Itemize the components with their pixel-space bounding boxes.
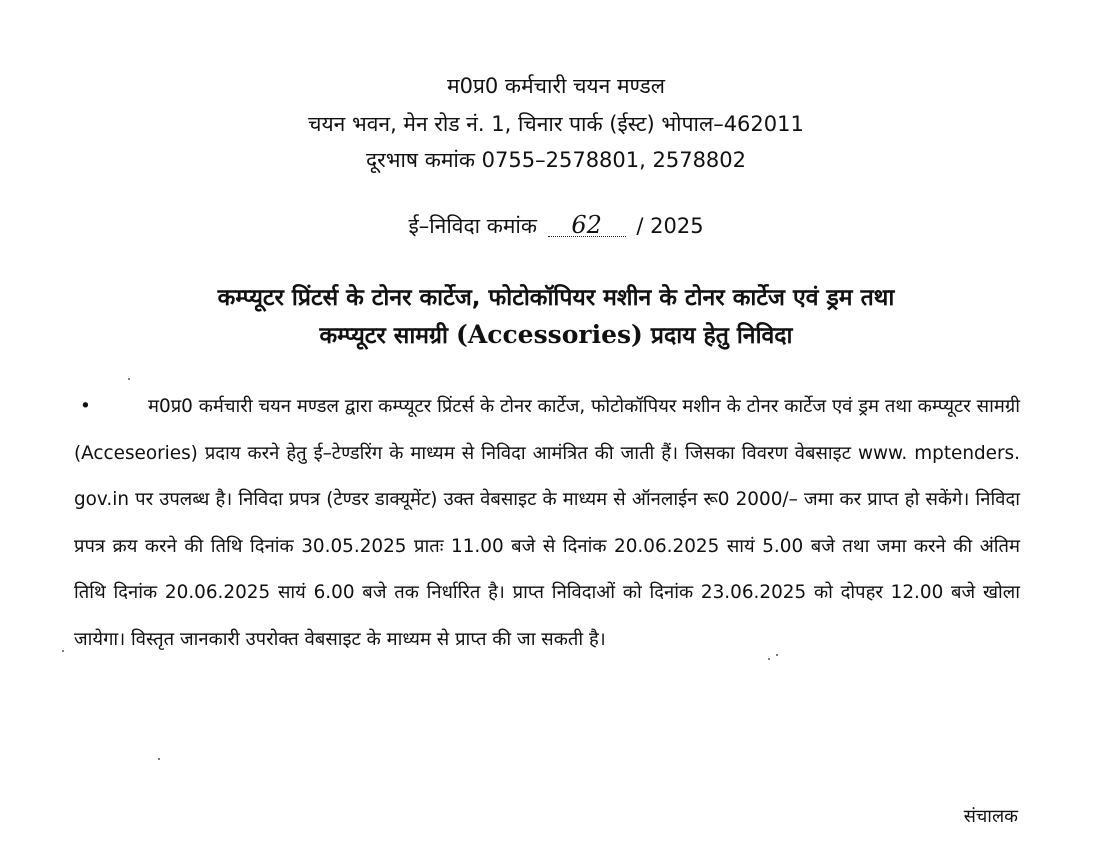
organization-address: चयन भवन, मेन रोड नं. 1, चिनार पार्क (ईस्ट) भोपाल–462011 xyxy=(308,112,804,136)
scan-speck xyxy=(776,654,778,656)
organization-phone: दूरभाष कमांक 0755–2578801, 2578802 xyxy=(365,148,747,172)
notice-paragraph: म0प्र0 कर्मचारी चयन मण्डल द्वारा कम्प्यूटर प्रिंटर्स के टोनर कार्टेज, फोटोकॉपियर मशीन के टोनर कार्टेज एवं ड्रम तथा कम्प्यूटर सामग्री (Acceseories) प्रदाय करने हेतु ई–टेण्डरिंग के माध्यम से निविदा आमंत्रित की जाती हैं। जिसका विवरण वेबसाइट www. mptenders. gov.in पर उपलब्ध है। निविदा प्रपत्र (टेण्डर डाक्यूमेंट) उक्त वेबसाइट के माध्यम से ऑनलाईन रू0 2000/– जमा कर प्राप्त हो सकेंगे। निविदा प्रपत्र क्रय करने की तिथि दिनांक 30.05.2025 प्रातः 11.00 बजे से दिनांक 20.06.2025 सायं 5.00 बजे तथा जमा करने की अंतिम तिथि दिनांक 20.06.2025 सायं 6.00 बजे तक निर्धारित है। प्राप्त निविदाओं को दिनांक 23.06.2025 को दोपहर 12.00 बजे खोला जायेगा। विस्तृत जानकारी उपरोक्त वेबसाइट के माध्यम से प्राप्त की जा सकती है। xyxy=(74,396,1020,650)
notice-title-line-2 xyxy=(0,318,1112,350)
tender-number-year: / 2025 xyxy=(636,214,704,238)
signature-designation: संचालक xyxy=(963,806,1018,827)
scan-speck xyxy=(768,658,770,660)
notice-title-accessories: (Accessories) xyxy=(456,320,643,349)
scan-speck xyxy=(128,378,130,380)
bullet-icon: • xyxy=(80,396,91,417)
notice-title-line-1: कम्प्यूटर प्रिंटर्स के टोनर कार्टेज, फोटोकॉपियर मशीन के टोनर कार्टेज एवं ड्रम तथा xyxy=(217,285,895,311)
scan-speck xyxy=(62,650,64,652)
tender-number-handwritten: 62 xyxy=(548,214,626,237)
tender-number-prefix: ई–निविदा कमांक xyxy=(408,214,537,238)
tender-number-line xyxy=(0,212,1112,240)
organization-name: म0प्र0 कर्मचारी चयन मण्डल xyxy=(447,74,665,98)
scan-speck xyxy=(158,758,160,760)
notice-title-line-2-end: प्रदाय हेतु निविदा xyxy=(650,323,793,349)
notice-body xyxy=(74,384,1020,663)
notice-title-line-2-start: कम्प्यूटर सामग्री xyxy=(319,323,448,349)
